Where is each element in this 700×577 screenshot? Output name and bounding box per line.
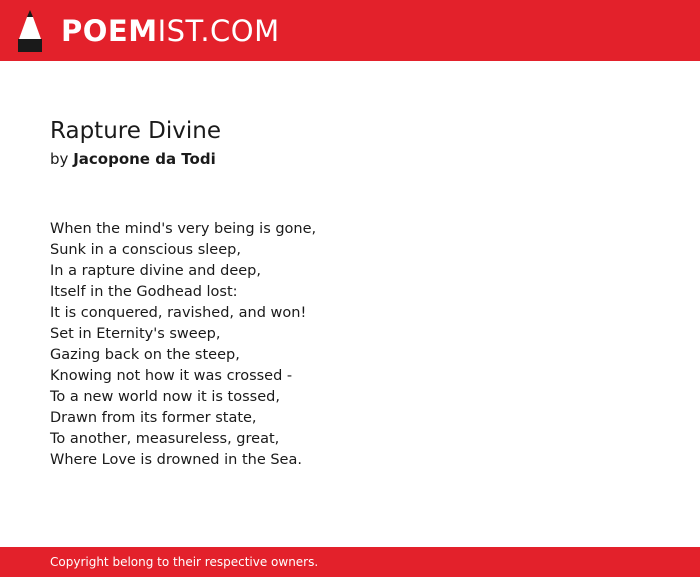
poem-header: [50, 116, 650, 169]
byline: [50, 149, 650, 169]
logo-text: [61, 9, 280, 53]
poem-line: To a new world now it is tossed,: [50, 389, 280, 405]
poem-line: Drawn from its former state,: [50, 410, 257, 426]
site-footer: [0, 547, 700, 577]
poem-line: Sunk in a conscious sleep,: [50, 242, 241, 258]
poem-line: Set in Eternity's sweep,: [50, 326, 221, 342]
by-label: by: [50, 150, 69, 168]
poem-title: Rapture Divine: [50, 118, 222, 144]
site-header: [0, 0, 700, 61]
poem-line: To another, measureless, great,: [50, 431, 280, 447]
poem-line: When the mind's very being is gone,: [50, 221, 317, 237]
logo-text-light: IST.COM: [157, 14, 280, 48]
poem-line: Where Love is drowned in the Sea.: [50, 452, 302, 468]
pencil-icon: [17, 9, 43, 53]
poem-line: Gazing back on the steep,: [50, 347, 240, 363]
copyright-text: Copyright belong to their respective owners.: [50, 555, 319, 569]
poem-line: In a rapture divine and deep,: [50, 263, 261, 279]
site-logo-link[interactable]: [17, 9, 280, 53]
author-name: Jacopone da Todi: [73, 150, 216, 168]
logo-text-bold: POEM: [61, 14, 158, 48]
poem-line: Knowing not how it was crossed -: [50, 368, 293, 384]
poem-body: [50, 219, 650, 471]
poem-line: It is conquered, ravished, and won!: [50, 305, 307, 321]
poem-line: Itself in the Godhead lost:: [50, 284, 238, 300]
